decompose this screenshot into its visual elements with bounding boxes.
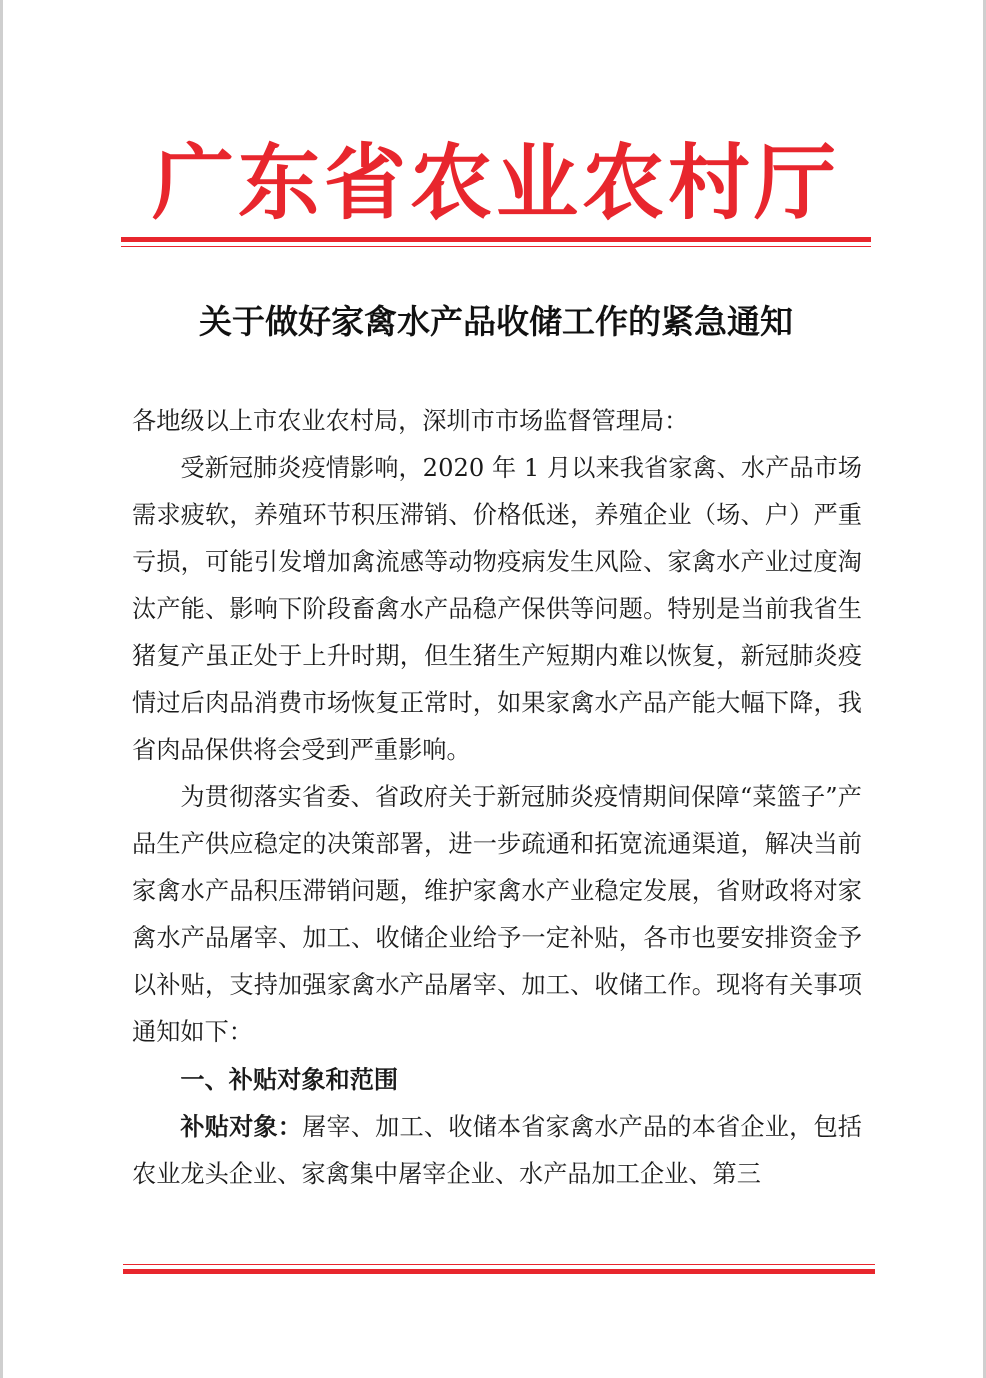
subsidy-text: 屠宰、加工、收储本省家禽水产品的本省企业，包括农业龙头企业、家禽集中屠宰企业、水产品加工企业、第三 <box>132 1113 862 1188</box>
document-body <box>132 398 862 1198</box>
salutation: 各地级以上市农业农村局，深圳市市场监督管理局： <box>132 407 689 435</box>
footer-red-rule-thick <box>123 1269 875 1274</box>
masthead-red-rule-thin <box>121 246 871 247</box>
footer-red-rule-thin <box>123 1264 875 1265</box>
subsidy-paragraph <box>132 1103 862 1198</box>
document-title: 关于做好家禽水产品收储工作的紧急通知 <box>199 302 793 341</box>
masthead-red-rule-thick <box>121 237 871 242</box>
subsidy-label: 补贴对象： <box>180 1112 303 1141</box>
section-1-heading: 一、补贴对象和范围 <box>180 1065 399 1094</box>
masthead-title: 广东省农业农村厅 <box>151 135 840 231</box>
paragraph-2: 为贯彻落实省委、省政府关于新冠肺炎疫情期间保障“菜篮子”产品生产供应稳定的决策部署，进一步疏通和拓宽流通渠道，解决当前家禽水产品积压滞销问题，维护家禽水产业稳定发展，省财政将对家禽水产品屠宰、加工、收储企业给予一定补贴，各市也要安排资金予以补贴，支持加强家禽水产品屠宰、加工、收储工作。现将有关事项通知如下： <box>132 783 862 1046</box>
paragraph-1: 受新冠肺炎疫情影响，2020 年 1 月以来我省家禽、水产品市场需求疲软，养殖环节积压滞销、价格低迷，养殖企业（场、户）严重亏损，可能引发增加禽流感等动物疫病发生风险、家禽水产业过度淘汰产能、影响下阶段畜禽水产品稳产保供等问题。特别是当前我省生猪复产虽正处于上升时期，但生猪生产短期内难以恢复，新冠肺炎疫情过后肉品消费市场恢复正常时，如果家禽水产品产能大幅下降，我省肉品保供将会受到严重影响。 <box>132 454 862 764</box>
